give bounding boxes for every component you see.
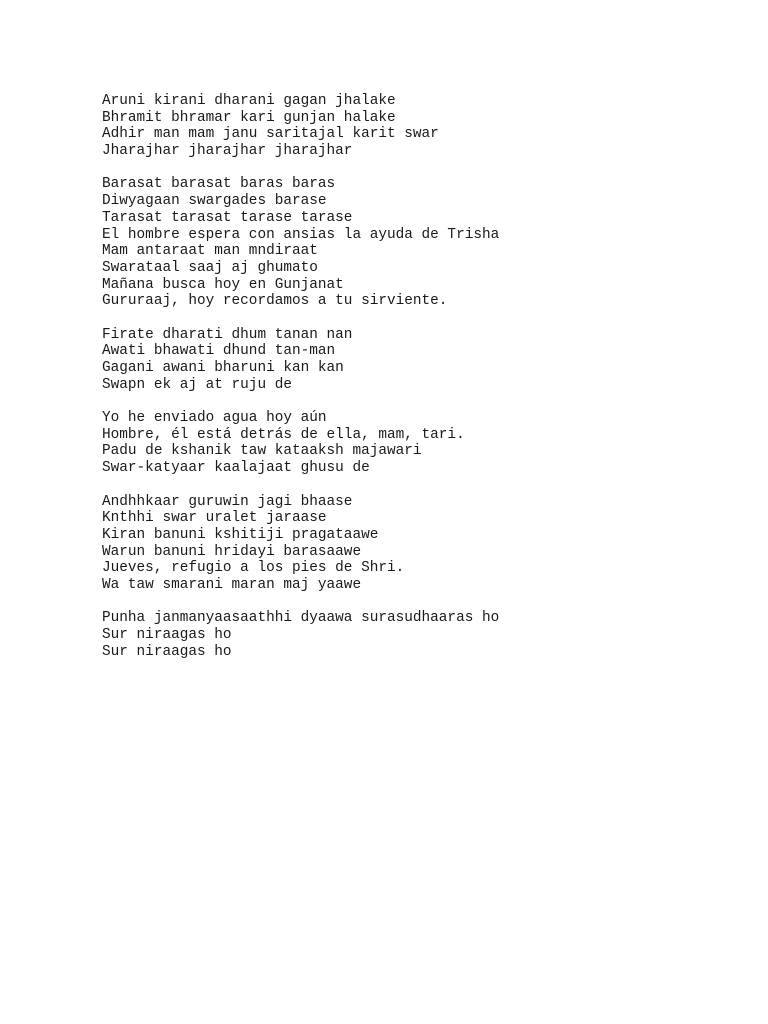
- lyric-line: Diwyagaan swargades barase: [102, 193, 327, 210]
- lyric-line: Knthhi swar uralet jaraase: [102, 510, 327, 527]
- lyric-line: Awati bhawati dhund tan-man: [102, 343, 336, 360]
- stanza-5: [102, 494, 742, 594]
- lyric-line: Gagani awani bharuni kan kan: [102, 360, 344, 376]
- stanza-3: [102, 327, 742, 394]
- lyric-line: Punha janmanyaasaathhi dyaawa surasudhaaras ho: [102, 610, 500, 627]
- lyric-line: Swapn ek aj at ruju de: [102, 376, 292, 393]
- stanza-1: [102, 93, 742, 160]
- lyric-line: Hombre, él está detrás de ella, mam, tari.: [102, 426, 465, 443]
- lyric-line: Padu de kshanik taw kataaksh majawari: [102, 443, 422, 460]
- lyric-line: Adhir man mam janu saritajal karit swar: [102, 126, 439, 143]
- lyric-line: Yo he enviado agua hoy aún: [102, 410, 327, 427]
- lyric-line: Gururaaj, hoy recordamos a tu sirviente.: [102, 293, 448, 310]
- lyric-line: Andhhkaar guruwin jagi bhaase: [102, 493, 353, 510]
- lyric-line: Firate dharati dhum tanan nan: [102, 326, 353, 343]
- lyric-line: Swarataal saaj aj ghumato: [102, 259, 318, 276]
- lyric-line: El hombre espera con ansias la ayuda de Trisha: [102, 226, 500, 243]
- lyric-line: Tarasat tarasat tarase tarase: [102, 209, 353, 226]
- lyric-line: Swar-katyaar kaalajaat ghusu de: [102, 460, 370, 477]
- lyric-line: Mam antaraat man mndiraat: [102, 243, 318, 260]
- lyric-line: Sur niraagas ho: [102, 643, 232, 660]
- lyric-line: Aruni kirani dharani gagan jhalake: [102, 93, 396, 109]
- lyric-line: Mañana busca hoy en Gunjanat: [102, 276, 344, 293]
- stanza-6: [102, 610, 742, 660]
- stanza-2: [102, 176, 742, 310]
- lyric-line: Kiran banuni kshitiji pragataawe: [102, 526, 379, 543]
- lyric-line: Jueves, refugio a los pies de Shri.: [102, 560, 405, 577]
- lyric-line: Barasat barasat baras baras: [102, 176, 336, 193]
- lyric-line: Bhramit bhramar kari gunjan halake: [102, 109, 396, 126]
- lyrics-body: [102, 93, 742, 677]
- lyric-line: Warun banuni hridayi barasaawe: [102, 543, 362, 560]
- stanza-4: [102, 410, 742, 477]
- lyric-line: Jharajhar jharajhar jharajhar: [102, 143, 353, 160]
- lyric-line: Sur niraagas ho: [102, 627, 232, 643]
- lyric-line: Wa taw smarani maran maj yaawe: [102, 576, 362, 593]
